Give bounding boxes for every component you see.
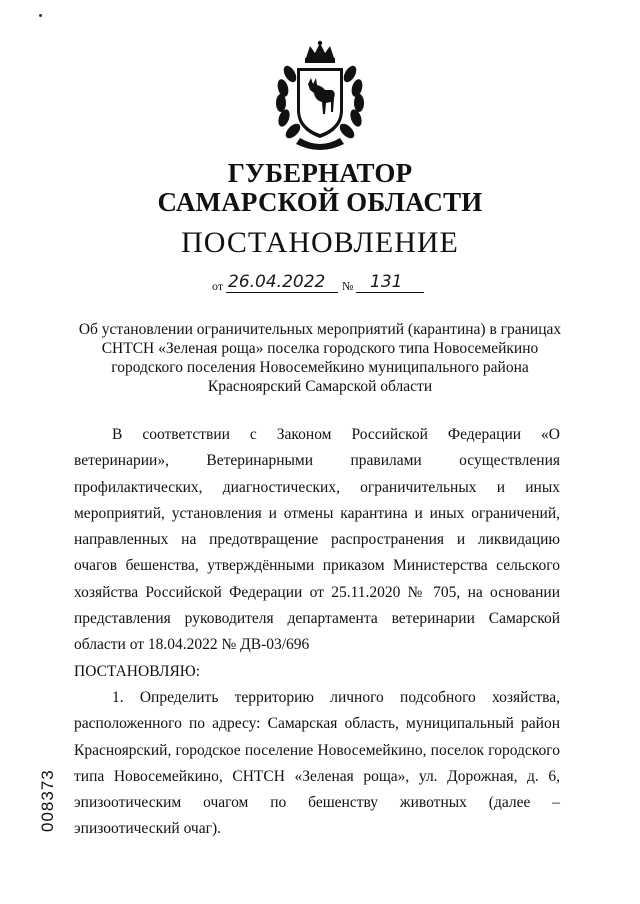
number-handwritten: 131 — [370, 272, 403, 292]
item-1-paragraph: 1. Определить территорию личного подсобного хозяйства, расположенного по адресу: Самарская область, муниципальный район Красноярский, городское поселение Новосемейкино, поселок городского типа Новосемейкино, СНТСН «Зеленая роща», ул. Дорожная, д. 6, эпизоотическим очагом по бешенству животных (далее – эпизоотический очаг). — [74, 688, 560, 838]
document-type-title: ПОСТАНОВЛЕНИЕ — [181, 226, 459, 259]
date-handwritten: 26.04.2022 — [228, 272, 326, 292]
document-subject: Об установлении ограничительных мероприятий (карантина) в границах СНТСН «Зеленая роща» поселка городского типа Новосемейкино городского поселения Новосемейкино муниципального района Красноярский Самарской области — [78, 321, 562, 395]
date-number-line — [212, 271, 432, 293]
number-label: № — [342, 279, 354, 293]
preamble-paragraph: В соответствии с Законом Российской Федерации «О ветеринарии», Ветеринарными правилами осуществления профилактических, диагностических, ограничительных и иных мероприятий, установления и отмены карантина и иных ограничений, направленных на предотвращение распространения и ликвидацию очагов бешенства, утверждёнными приказом Министерства сельского хозяйства Российской Федерации от 25.11.2020 № 705, на основании представления руководителя департамента ветеринарии Самарской области от 18.04.2022 № ДВ-03/696 — [74, 426, 560, 654]
header-title-region: САМАРСКОЙ ОБЛАСТИ — [157, 187, 483, 217]
date-prefix: от — [212, 279, 224, 293]
samara-coat-of-arms-icon — [270, 40, 370, 152]
document-body — [74, 422, 560, 843]
date-underline — [226, 292, 338, 293]
side-serial-number: 008373 — [38, 769, 57, 832]
number-underline — [356, 292, 424, 293]
scan-dot — [39, 14, 42, 17]
decree-word: ПОСТАНОВЛЯЮ: — [74, 662, 201, 680]
header-title-governor: ГУБЕРНАТОР — [227, 158, 413, 188]
